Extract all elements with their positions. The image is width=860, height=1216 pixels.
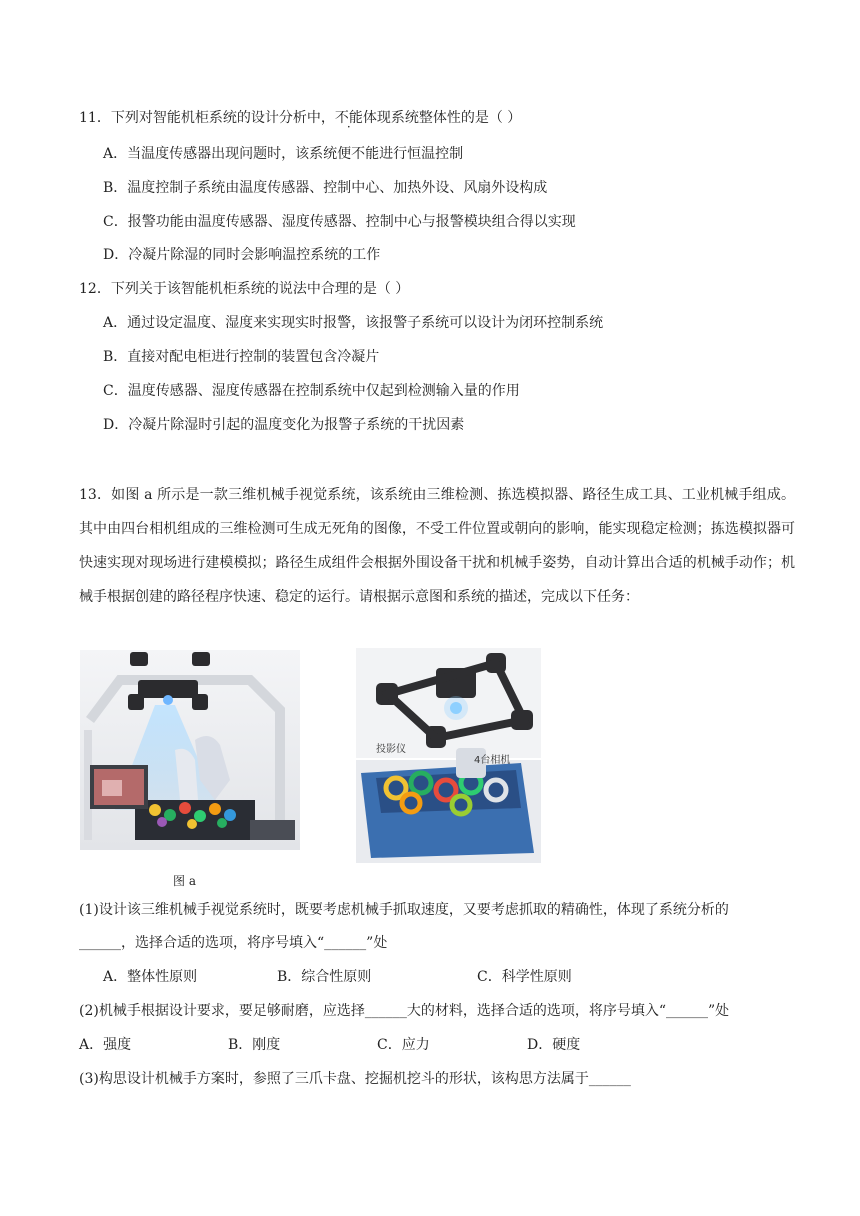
q11-stem-pre: 11．下列对智能机柜系统的设计分析中， <box>79 110 335 126</box>
q12-option-b: B．直接对配电柜进行控制的装置包含冷凝片 <box>103 349 380 365</box>
q11-option-a: A．当温度传感器出现问题时，该系统便不能进行恒温控制 <box>103 146 464 162</box>
q11-option-b: B．温度控制子系统由温度传感器、控制中心、加热外设、风扇外设构成 <box>103 180 548 196</box>
q11-stem <box>79 108 521 128</box>
q13-sub2-line: (2)机械手根据设计要求，要足够耐磨，应选择______大的材料，选择合适的选项，将序号填入“______”处 <box>79 1003 730 1019</box>
q11-option-c: C．报警功能由温度传感器、湿度传感器、控制中心与报警模块组合得以实现 <box>103 214 576 230</box>
q13-sub1-line2: ______，选择合适的选项，将序号填入“______”处 <box>79 935 388 951</box>
camera-rig-and-bin-illustration <box>356 648 541 863</box>
q13-sub3-line: (3)构思设计机械手方案时，参照了三爪卡盘、挖掘机挖斗的形状，该构思方法属于______ <box>79 1071 631 1087</box>
figure-a-right-image <box>356 648 541 863</box>
q13-sub1-option-b: B．综合性原则 <box>277 969 372 985</box>
q13-sub2-option-b: B．刚度 <box>228 1037 281 1053</box>
q11-stem-emph: 不能 <box>334 110 363 126</box>
q12-option-d: D．冷凝片除湿时引起的温度变化为报警子系统的干扰因素 <box>103 417 465 433</box>
figure-a-left-image <box>80 650 300 850</box>
q11-option-d: D．冷凝片除湿的同时会影响温控系统的工作 <box>103 247 381 263</box>
q12-stem: 12．下列关于该智能机柜系统的说法中合理的是（ ） <box>79 281 410 297</box>
q11-stem-post: 体现系统整体性的是（ ） <box>362 110 522 126</box>
q13-sub2-option-c: C．应力 <box>377 1037 430 1053</box>
q13-sub2-option-d: D．硬度 <box>527 1037 581 1053</box>
q13-sub1-line1: (1)设计该三维机械手视觉系统时，既要考虑机械手抓取速度，又要考虑抓取的精确性，体现了系统分析的 <box>79 902 729 918</box>
q13-sub2-option-a: A．强度 <box>79 1037 132 1053</box>
q12-option-a: A．通过设定温度、湿度来实现实时报警，该报警子系统可以设计为闭环控制系统 <box>103 315 604 331</box>
q12-option-c: C．温度传感器、湿度传感器在控制系统中仅起到检测输入量的作用 <box>103 383 520 399</box>
q13-intro: 13．如图 a 所示是一款三维机械手视觉系统，该系统由三维检测、拣选模拟器、路径生成工具、工业机械手组成。其中由四台相机组成的三维检测可生成无死角的图像，不受工件位置或朝向的影响，能实现稳定检测；拣选模拟器可快速实现对现场进行建模模拟；路径生成组件会根据外围设备干扰和机械手姿势，自动计算出合适的机械手动作；机械手根据创建的路径程序快速、稳定的运行。请根据示意图和系统的描述，完成以下任务： <box>79 487 795 605</box>
q13-sub1-option-c: C．科学性原则 <box>477 969 572 985</box>
label-projector: 投影仪 <box>376 744 406 755</box>
q13-sub1-option-a: A．整体性原则 <box>103 969 198 985</box>
figure-caption: 图 a <box>173 874 196 888</box>
label-cameras: 4台相机 <box>474 755 511 766</box>
robot-cell-illustration <box>80 650 300 850</box>
